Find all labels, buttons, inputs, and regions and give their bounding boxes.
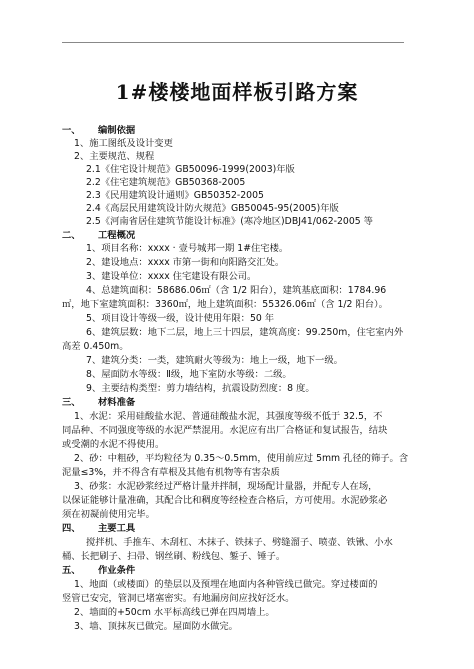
text-line: 2.4《高层民用建筑设计防火规范》GB50045-95(2005)年版 bbox=[86, 203, 339, 214]
text-line: 2、墙面的+50cm 水平标高线已弹在四周墙上。 bbox=[74, 607, 275, 618]
text-line: 5、项目设计等级一级，设计使用年限：50 年 bbox=[86, 313, 275, 324]
text-line: 1、地面（或楼面）的垫层以及预埋在地面内各种管线已做完。穿过楼面的 bbox=[74, 579, 378, 590]
header-rule bbox=[62, 42, 404, 43]
section-heading: 二、 工程概况 bbox=[62, 230, 136, 241]
text-line: 须在初凝前使用完毕。 bbox=[62, 509, 155, 520]
text-line: 同品种、不同强度等级的水泥严禁混用。水泥应有出厂合格证和复试报告，结块 bbox=[62, 425, 388, 436]
text-line: 泥量≤3%，并不得含有草根及其他有机物等有害杂质 bbox=[62, 467, 280, 478]
text-line: 7、建筑分类：一类，建筑耐火等级为：地上一级，地下一级。 bbox=[86, 355, 343, 366]
text-line: 6、建筑层数：地下二层，地上三十四层，建筑高度：99.250m，住宅室内外 bbox=[86, 327, 404, 338]
text-line: 2.3《民用建筑设计通则》GB50352-2005 bbox=[86, 190, 264, 201]
section-heading: 五、 作业条件 bbox=[62, 565, 136, 576]
text-line: 2.1《住宅设计规范》GB50096-1999(2003)年版 bbox=[86, 164, 295, 175]
text-line: 搅拌机、手推车、木刮杠、木抹子、铁抹子、劈缝溜子、喷壶、铁锹、小水 bbox=[86, 537, 393, 548]
text-line: 1、水泥：采用硅酸盐水泥、普通硅酸盐水泥，其强度等级不低于 32.5，不 bbox=[74, 411, 383, 422]
text-line: 1、项目名称：xxxx · 壹号城邦一期 1#住宅楼。 bbox=[86, 243, 289, 254]
text-line: 3、墙、顶抹灰已做完。屋面防水做完。 bbox=[74, 621, 238, 632]
document-title: 1#楼楼地面样板引路方案 bbox=[115, 80, 359, 104]
section-heading: 一、 编制依据 bbox=[62, 125, 136, 136]
text-line: 3、砂浆：水泥砂浆经过严格计量并拌制，现场配计量器，并配专人在场， bbox=[74, 481, 378, 492]
section-heading: 四、 主要工具 bbox=[62, 523, 136, 534]
text-line: 竖管已安完，管洞已堵塞密实。有地漏房间应找好泛水。 bbox=[62, 593, 295, 604]
text-line: 桶、长把刷子、扫帚、钢丝刷、粉线包、錾子、锤子。 bbox=[62, 551, 286, 562]
text-line: 高差 0.450m。 bbox=[62, 341, 129, 352]
text-line: 以保证能够计量准确，其配合比和稠度等经检查合格后，方可使用。水泥砂浆必 bbox=[62, 495, 388, 506]
text-line: 1、施工图纸及设计变更 bbox=[74, 138, 173, 149]
text-line: 3、建设单位：xxxx 住宅建设有限公司。 bbox=[86, 271, 257, 282]
section-heading: 三、 材料准备 bbox=[62, 397, 136, 408]
text-line: ㎡，地下室建筑面积：3360㎡，地上建筑面积：55326.06㎡（含 1/2 阳台）。 bbox=[62, 299, 388, 310]
text-line: 2、建设地点：xxxx 市第一街和向阳路交汇处。 bbox=[86, 257, 285, 268]
text-line: 或受潮的水泥不得使用。 bbox=[62, 439, 165, 450]
text-line: 2、砂：中粗砂，平均粒径为 0.35～0.5mm，使用前应过 5mm 孔径的筛子。含 bbox=[74, 453, 409, 464]
text-line: 4、总建筑面积：58686.06㎡（含 1/2 阳台），建筑基底面积：1784.96 bbox=[86, 285, 387, 296]
text-line: 9、主要结构类型：剪力墙结构，抗震设防烈度：8 度。 bbox=[86, 383, 315, 394]
text-line: 2.5《河南省居住建筑节能设计标准》(寒冷地区)DBJ41/062-2005 等 bbox=[86, 216, 373, 227]
text-line: 8、屋面防水等级：Ⅱ级，地下室防水等级：二级。 bbox=[86, 369, 292, 380]
text-line: 2、主要规范、规程 bbox=[74, 151, 155, 162]
text-line: 2.2《住宅建筑规范》GB50368-2005 bbox=[86, 177, 246, 188]
